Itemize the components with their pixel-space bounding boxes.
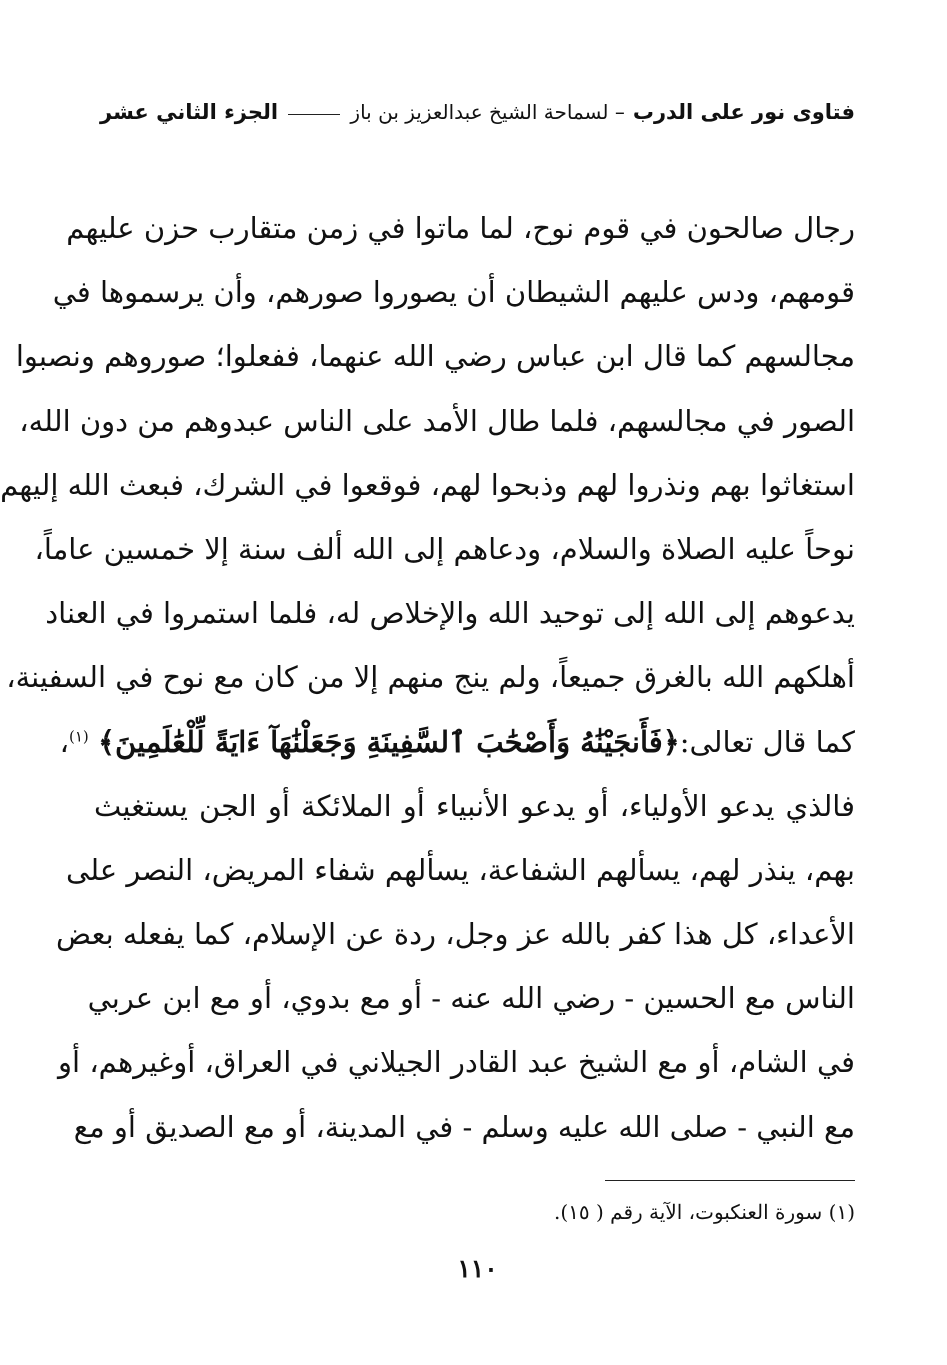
body-text xyxy=(0,196,855,1144)
header-rule xyxy=(288,114,340,115)
verse-suffix: ، xyxy=(59,724,69,759)
footnote: (١) سورة العنكبوت، الآية رقم ( ١٥). xyxy=(553,1200,855,1224)
running-header xyxy=(100,92,855,132)
text-line: الصور في مجالسهم، فلما طال الأمد على الناس عبدوهم من دون الله، xyxy=(19,403,855,438)
footnote-rule xyxy=(605,1180,855,1181)
text-line: فالذي يدعو الأولياء، أو يدعو الأنبياء أو الملائكة أو الجن يستغيث xyxy=(94,788,855,823)
text-line: في الشام، أو مع الشيخ عبد القادر الجيلاني في العراق، أوغيرهم، أو xyxy=(58,1045,855,1080)
quran-verse: ﴿فَأَنجَيْنَٰهُ وَأَصْحَٰبَ ٱلسَّفِينَةِ وَجَعَلْنَٰهَآ ءَايَةً لِّلْعَٰلَمِينَ﴾ xyxy=(97,724,680,759)
verse-intro: كما قال تعالى: xyxy=(679,724,855,759)
text-line: الناس مع الحسين - رضي الله عنه - أو مع بدوي، أو مع ابن عربي xyxy=(87,981,855,1016)
text-line: يدعوهم إلى الله إلى توحيد الله والإخلاص له، فلما استمروا في العناد xyxy=(45,596,855,631)
text-line: نوحاً عليه الصلاة والسلام، ودعاهم إلى الله ألف سنة إلا خمسين عاماً، xyxy=(34,531,855,566)
text-line: بهم، ينذر لهم، يسألهم الشفاعة، يسألهم شفاء المريض، النصر على xyxy=(66,852,855,887)
text-line: مع النبي - صلى الله عليه وسلم - في المدينة، أو مع الصديق أو مع xyxy=(73,1109,855,1144)
text-line: الأعداء، كل هذا كفر بالله عز وجل، ردة عن الإسلام، كما يفعله بعض xyxy=(56,917,855,952)
footnote-marker: (١) xyxy=(68,726,89,745)
text-line: رجال صالحون في قوم نوح، لما ماتوا في زمن متقارب حزن عليهم xyxy=(66,211,855,245)
text-line: مجالسهم كما قال ابن عباس رضي الله عنهما، ففعلوا؛ صوروهم ونصبوا xyxy=(15,339,855,374)
text-line: قومهم، ودس عليهم الشيطان أن يصوروا صورهم، وأن يرسموها في xyxy=(52,275,855,310)
header-part-number: الجزء الثاني عشر xyxy=(100,100,279,124)
header-book-title: فتاوى نور على الدرب xyxy=(632,100,855,124)
text-line: استغاثوا بهم ونذروا لهم وذبحوا لهم، فوقعوا في الشرك، فبعث الله إليهم xyxy=(0,467,855,502)
text-line: أهلكهم الله بالغرق جميعاً، ولم ينج منهم إلا من كان مع نوح في السفينة، xyxy=(6,660,855,695)
verse-line xyxy=(59,710,855,774)
header-author: – لسماحة الشيخ عبدالعزيز بن باز xyxy=(350,100,625,124)
page-number: ١١٠ xyxy=(457,1254,498,1283)
